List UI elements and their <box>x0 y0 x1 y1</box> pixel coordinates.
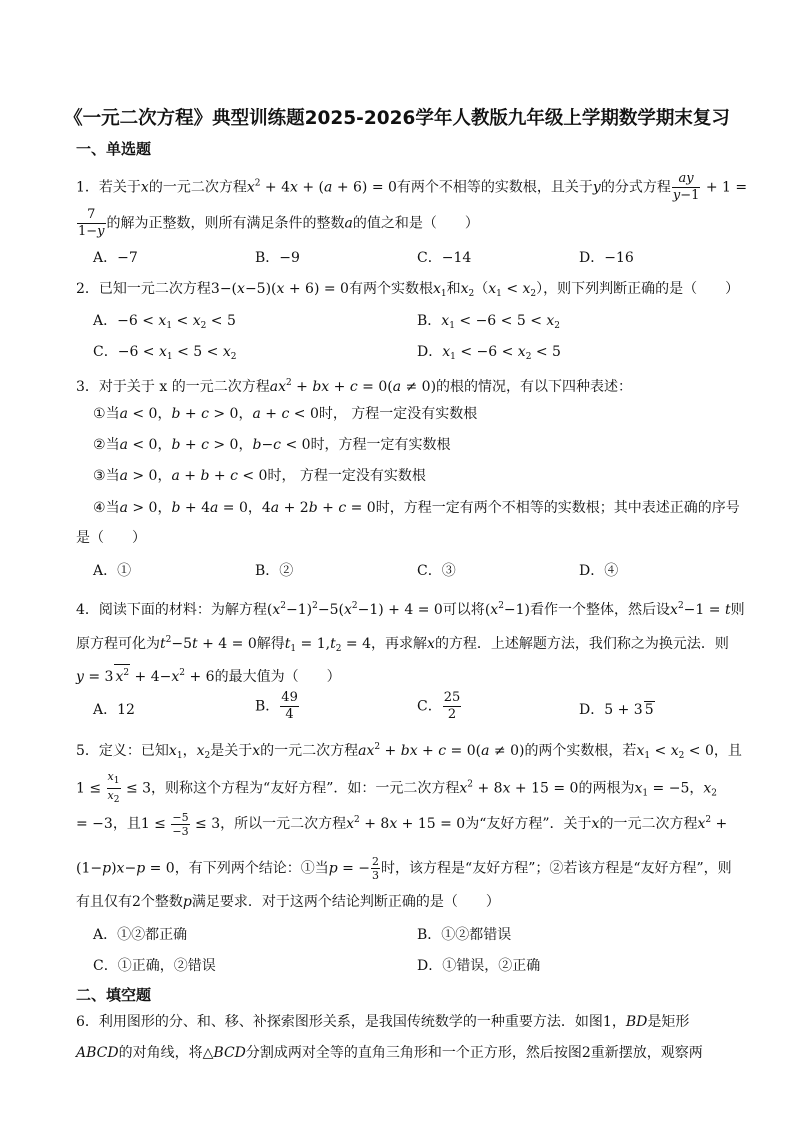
q4-option-c: C． $\frac{25}{2}$ <box>417 690 461 722</box>
question-3-statement-1: ①当a < 0，b + c > 0，a + c < 0时， 方程一定没有实数根 <box>93 406 478 422</box>
q5-option-a: A．①②都正确 <box>93 927 188 943</box>
q4-option-b: B． $\frac{49}{4}$ <box>255 690 298 722</box>
q3-option-b: B．② <box>255 563 294 579</box>
q1-option-b: B．−9 <box>255 250 300 266</box>
question-3-statement-4: ④当a > 0，b + 4a = 0，4a + 2b + c = 0时，方程一定有两个不相等的实数根；其中表述正确的序号 <box>93 500 740 516</box>
question-3-statement-3: ③当a > 0，a + b + c < 0时， 方程一定没有实数根 <box>93 468 426 484</box>
question-3-tail: 是（ ） <box>76 530 146 546</box>
q4-option-a: A．12 <box>93 702 135 718</box>
q3-option-a: A．① <box>93 563 132 579</box>
q1-option-c: C．−14 <box>417 250 472 266</box>
q2-option-b: B．$x_1 < -6 < 5 < x_2$ <box>417 313 561 331</box>
question-5-line-2: 1 ≤ $\frac{x_1}{x_2}$ ≤ 3，则称这个方程为“友好方程”．如：一元二次方程$x^2 + 8x + 15 = 0$的两根为$x_1 = -5$，$x_2$ <box>76 770 718 805</box>
question-3-statement-2: ②当a < 0，b + c > 0，b−c < 0时，方程一定有实数根 <box>93 437 451 453</box>
q2-option-a: A．$-6 < x_1 < x_2 < 5$ <box>93 313 236 331</box>
q1-option-a: A．−7 <box>93 250 138 266</box>
question-5-line-5: 有且仅有2个整数p满足要求．对于这两个结论判断正确的是（ ） <box>76 894 500 910</box>
question-6-line-1: 6．利用图形的分、和、移、补探索图形关系，是我国传统数学的一种重要方法．如图1，BD是矩形 <box>76 1014 690 1030</box>
section-heading-fill-blank: 二、填空题 <box>76 986 152 1004</box>
question-5-line-3: = −3，且1 ≤ $\frac{-5}{-3}$ ≤ 3，所以一元二次方程$x^2 + 8x + 15 = 0$为“友好方程”．关于x的一元二次方程$x^2$ + <box>76 810 728 838</box>
question-3-line-1: 3．对于关于 x 的一元二次方程$ax^2$ + bx + c = 0(a ≠ 0)的根的情况，有以下四种表述： <box>76 378 633 395</box>
q5-option-d: D．①错误，②正确 <box>417 958 541 974</box>
q3-option-c: C．③ <box>417 563 456 579</box>
q2-option-c: C．$-6 < x_1 < 5 < x_2$ <box>93 344 237 362</box>
q5-option-b: B．①②都错误 <box>417 927 512 943</box>
question-4-line-1: 4．阅读下面的材料：为解方程$(x^2-1)^2-5(x^2-1) + 4 = 0$可以将$(x^2-1)$看作一个整体，然后设$x^2-1 = t$则 <box>76 601 745 618</box>
q5-option-c: C．①正确，②错误 <box>93 958 216 974</box>
q2-option-d: D．$x_1 < -6 < x_2 < 5$ <box>417 344 561 362</box>
section-heading-single-choice: 一、单选题 <box>76 140 152 158</box>
question-4-line-3: y = 3 $x^2 + 4-x^2 + 6$的最大值为（ ） <box>76 663 341 687</box>
question-5-line-4: (1−p)x−p = 0，有下列两个结论：①当p = − $\frac{2}{3}$ 时，该方程是“友好方程”；②若该方程是“友好方程”，则 <box>76 855 732 882</box>
question-4-line-2: 原方程可化为$t^2-5t + 4 = 0$解得$t_1 = 1,t_2 = 4$，再求解x的方程．上述解题方法，我们称之为换元法．则 <box>76 635 729 654</box>
question-1-line-2: $\frac{7}{1-y}$ 的解为正整数，则所有满足条件的整数a的值之和是（ ） <box>78 207 479 239</box>
question-1-line-1: 1．若关于x的一元二次方程$x^2 + 4x + (a + 6) = 0$有两个不相等的实数根，且关于y的分式方程 $\frac{ay}{y-1}$ + 1 = <box>76 171 748 203</box>
document-title: 《一元二次方程》典型训练题2025-2026学年人教版九年级上学期数学期末复习 <box>64 108 730 129</box>
q1-option-d: D．−16 <box>579 250 634 266</box>
question-6-line-2: ABCD的对角线，将△BCD分割成两对全等的直角三角形和一个正方形，然后按图2重新摆放，观察两 <box>76 1045 703 1061</box>
question-5-line-1: 5．定义：已知$x_1$，$x_2$是关于x的一元二次方程$ax^2$ + bx + c = 0(a ≠ 0)的两个实数根，若$x_1 < x_2 < 0$，且 <box>76 742 742 761</box>
q4-option-d: D．5 + 3 5 <box>579 702 654 718</box>
q3-option-d: D．④ <box>579 563 619 579</box>
question-2-line-1: 2．已知一元二次方程3−(x−5)(x + 6) = 0有两个实数根$x_1$和$x_2(x_1 < x_2)$，则下列判断正确的是（ ） <box>76 281 740 299</box>
